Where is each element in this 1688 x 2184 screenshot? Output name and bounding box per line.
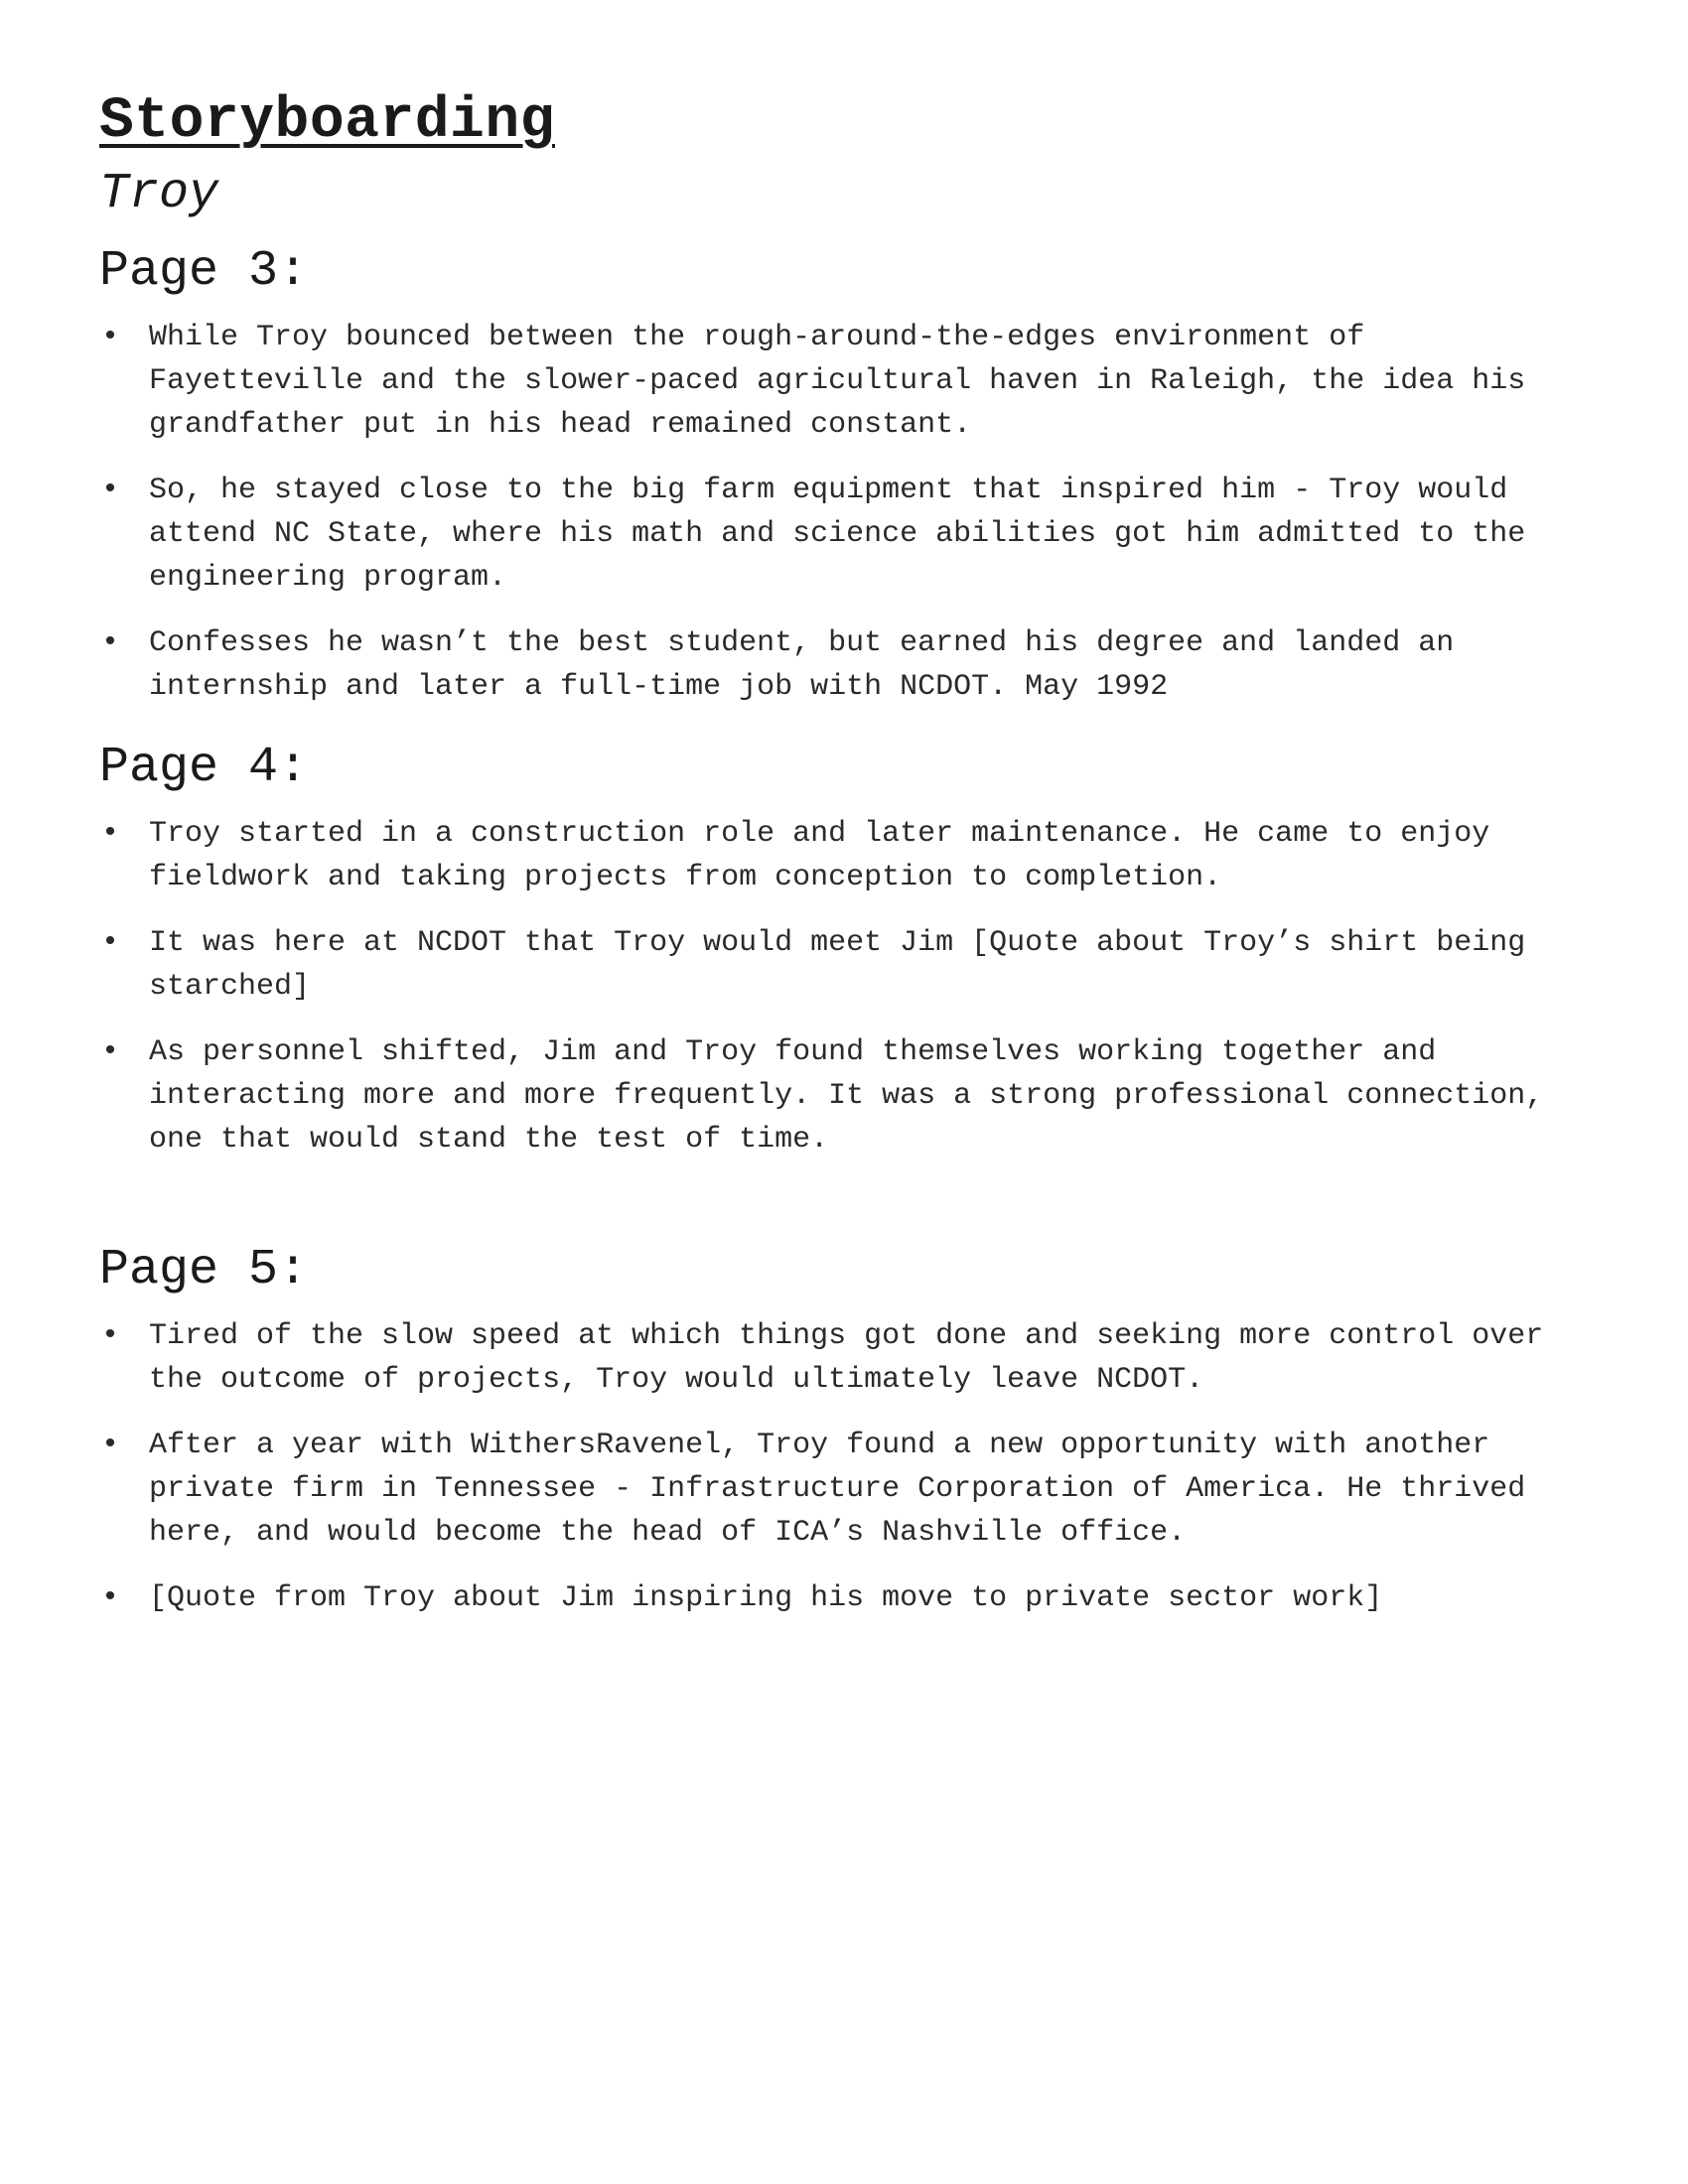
section-heading: Page 3:: [99, 243, 309, 300]
bullet-item: • After a year with WithersRavenel, Troy found a new opportunity with another private firm in Tennessee - Infrastructure Corporation of America. He thrived here, and would become the head of ICA’s Nashville office.: [99, 1424, 1589, 1555]
document-page: [99, 87, 1589, 1642]
bullet-list: [99, 812, 1589, 1161]
section-page-3: [99, 242, 1589, 709]
document-subtitle: Troy: [99, 166, 219, 222]
bullet-item: • [Quote from Troy about Jim inspiring his move to private sector work]: [99, 1576, 1589, 1620]
bullet-item: • Troy started in a construction role and later maintenance. He came to enjoy fieldwork and taking projects from conception to completion.: [99, 812, 1589, 899]
bullet-item: • So, he stayed close to the big farm equipment that inspired him - Troy would attend NC State, where his math and science abilities got him admitted to the engineering program.: [99, 469, 1589, 600]
bullet-item: • While Troy bounced between the rough-around-the-edges environment of Fayetteville and the slower-paced agricultural haven in Raleigh, the idea his grandfather put in his head remained constant.: [99, 316, 1589, 447]
section-heading: Page 5:: [99, 1242, 309, 1298]
bullet-item: • As personnel shifted, Jim and Troy found themselves working together and interacting more and more frequently. It was a strong professional connection, one that would stand the test of time.: [99, 1030, 1589, 1161]
bullet-list: [99, 316, 1589, 709]
document-title: Storyboarding: [99, 89, 555, 154]
bullet-list: [99, 1314, 1589, 1620]
section-page-4: [99, 739, 1589, 1161]
bullet-item: • Tired of the slow speed at which things got done and seeking more control over the outcome of projects, Troy would ultimately leave NCDOT.: [99, 1314, 1589, 1402]
bullet-item: • It was here at NCDOT that Troy would meet Jim [Quote about Troy’s shirt being starched]: [99, 921, 1589, 1009]
section-page-5: [99, 1241, 1589, 1620]
section-heading: Page 4:: [99, 740, 309, 796]
bullet-item: • Confesses he wasn’t the best student, but earned his degree and landed an internship and later a full-time job with NCDOT. May 1992: [99, 621, 1589, 709]
